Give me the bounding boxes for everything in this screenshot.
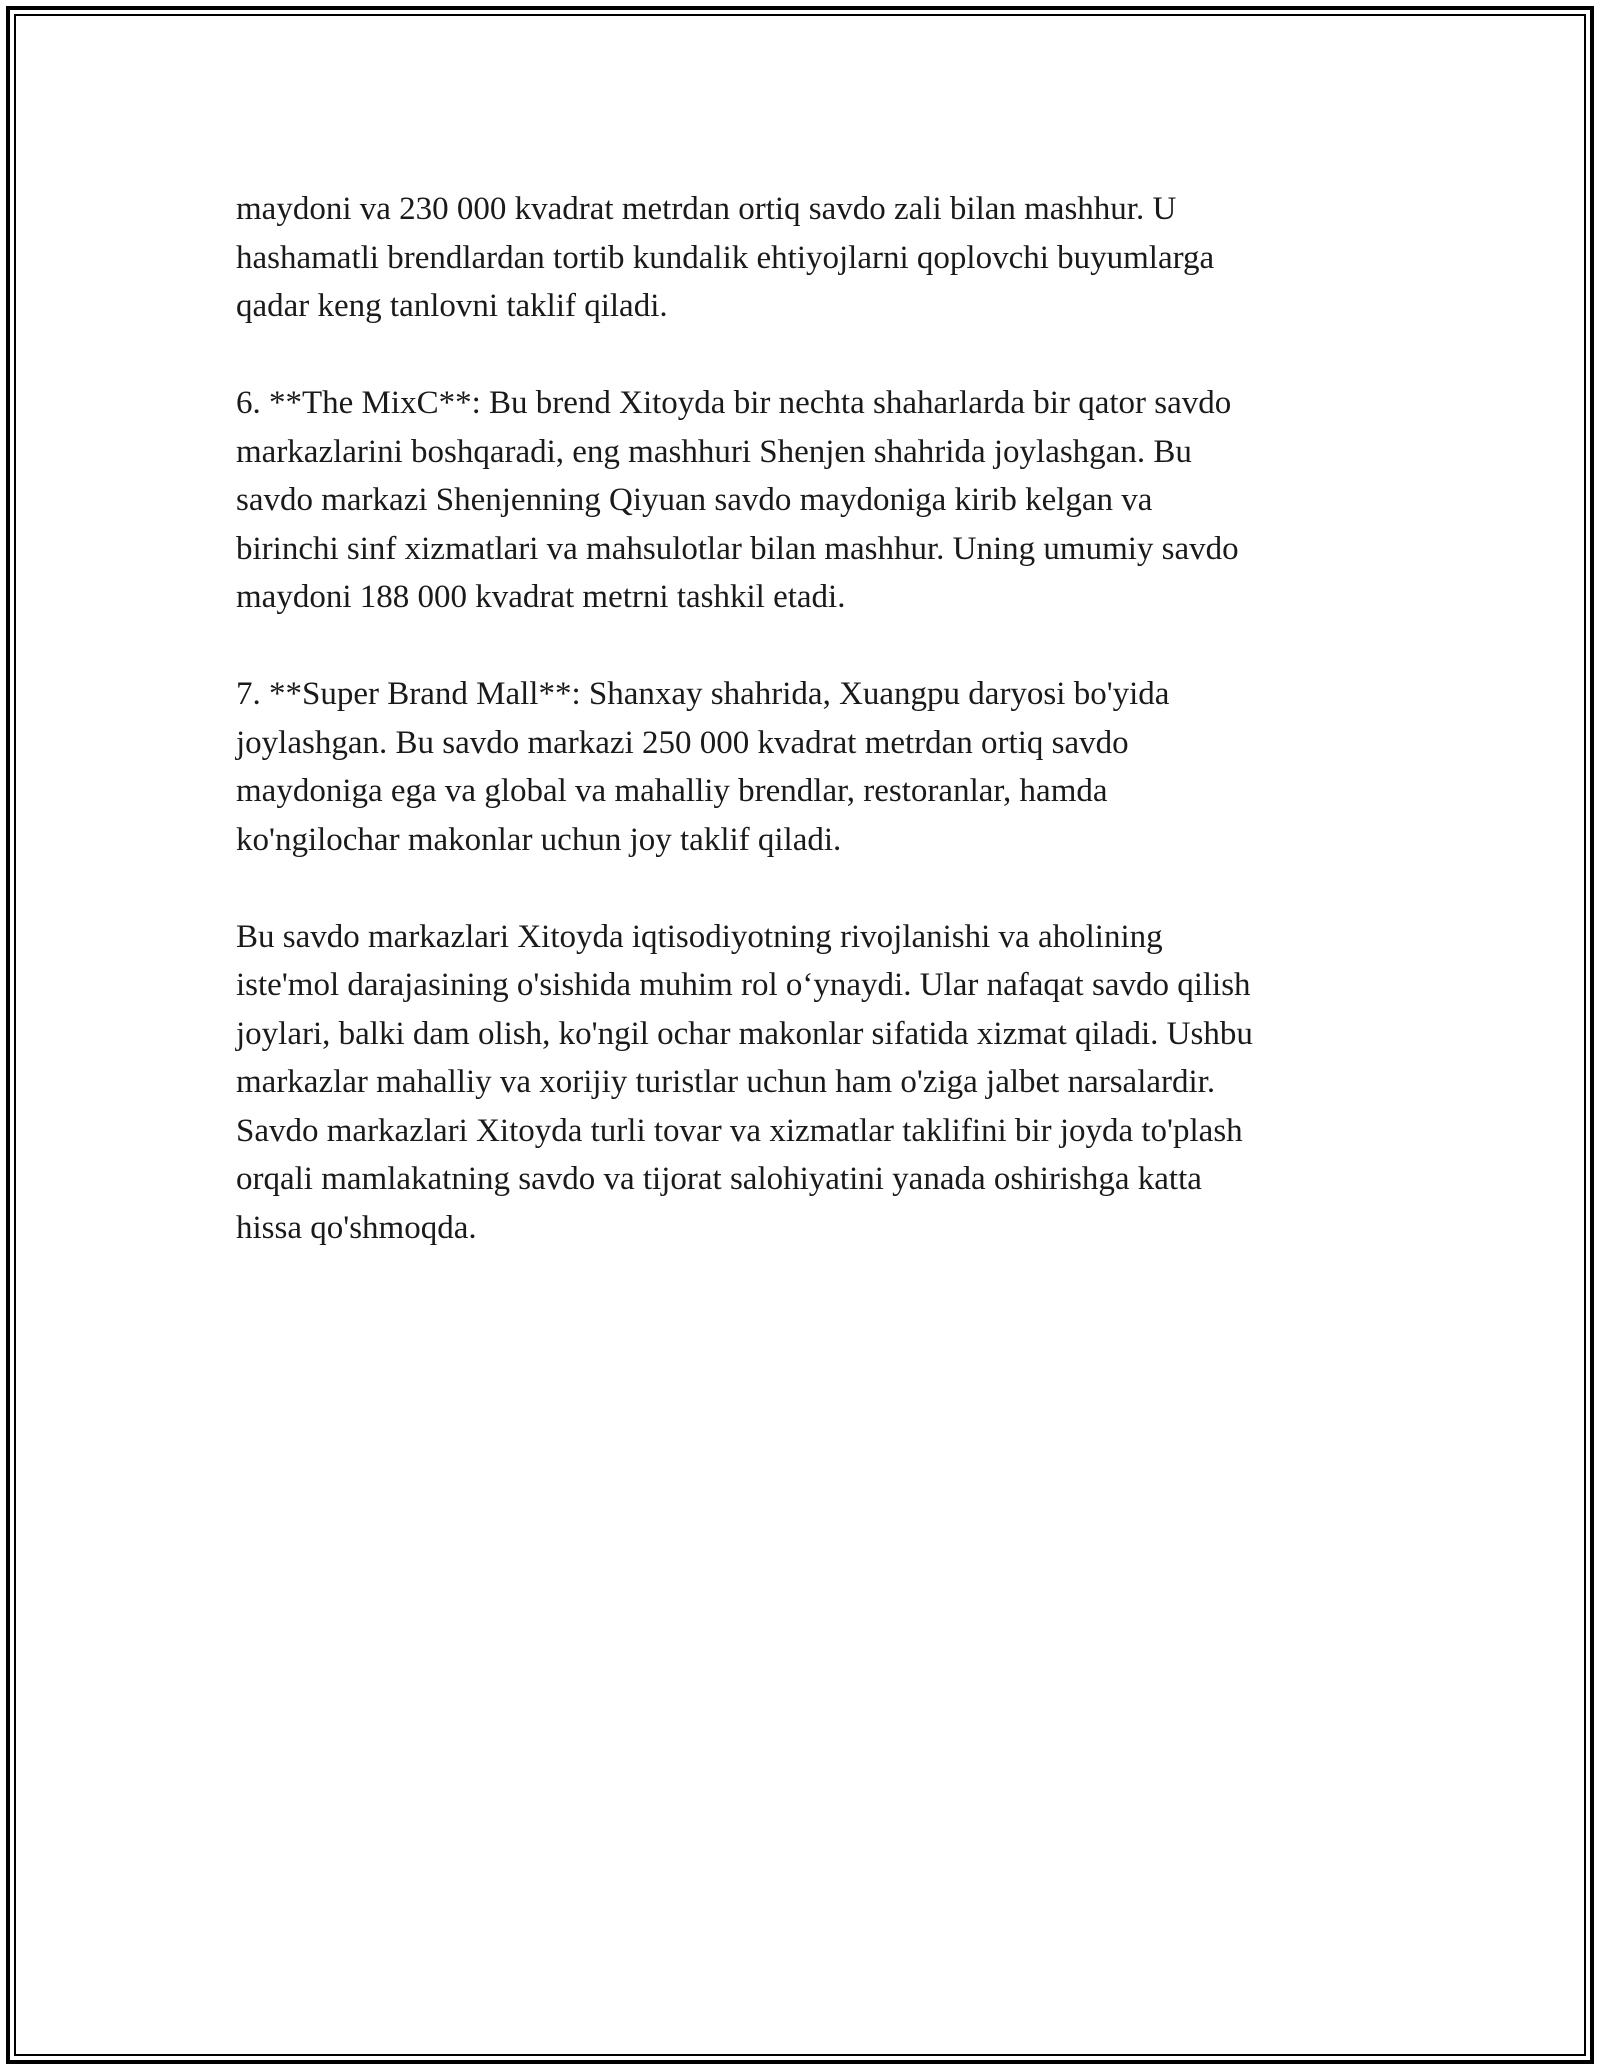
paragraph-intro-continuation: maydoni va 230 000 kvadrat metrdan ortiq savdo zali bilan mashhur. U hashamatli brendlardan tortib kundalik ehtiyojlarni qoplovchi buyumlarga qadar keng tanlovni taklif qiladi. [236,191,1215,324]
paragraph-item-7-super-brand-mall: 7. **Super Brand Mall**: Shanxay shahrida, Xuangpu daryosi bo'yida joylashgan. Bu savdo markazi 250 000 kvadrat metrdan ortiq savdo maydoniga ega va global va mahalliy brendlar, restoranlar, hamda ko'ngilochar makonlar uchun joy taklif qiladi. [236,676,1170,858]
paragraph-conclusion: Bu savdo markazlari Xitoyda iqtisodiyotning rivojlanishi va aholining iste'mol darajasining o'sishida muhim rol o‘ynaydi. Ular nafaqat savdo qilish joylari, balki dam olish, ko'ngil ochar makonlar sifatida xizmat qiladi. Ushbu markazlar mahalliy va xorijiy turistlar uchun ham o'ziga jalbet narsalardir. Savdo markazlari Xitoyda turli tovar va xizmatlar taklifini bir joyda to'plash orqali mamlakatning savdo va tijorat salohiyatini yanada oshirishga katta hissa qo'shmoqda. [236,918,1253,1246]
document-body [236,185,1386,1301]
paragraph-item-6-mixc: 6. **The MixC**: Bu brend Xitoyda bir nechta shaharlarda bir qator savdo markazlarini boshqaradi, eng mashhuri Shenjen shahrida joylashgan. Bu savdo markazi Shenjenning Qiyuan savdo maydoniga kirib kelgan va birinchi sinf xizmatlari va mahsulotlar bilan mashhur. Uning umumiy savdo maydoni 188 000 kvadrat metrni tashkil etadi. [236,385,1239,615]
